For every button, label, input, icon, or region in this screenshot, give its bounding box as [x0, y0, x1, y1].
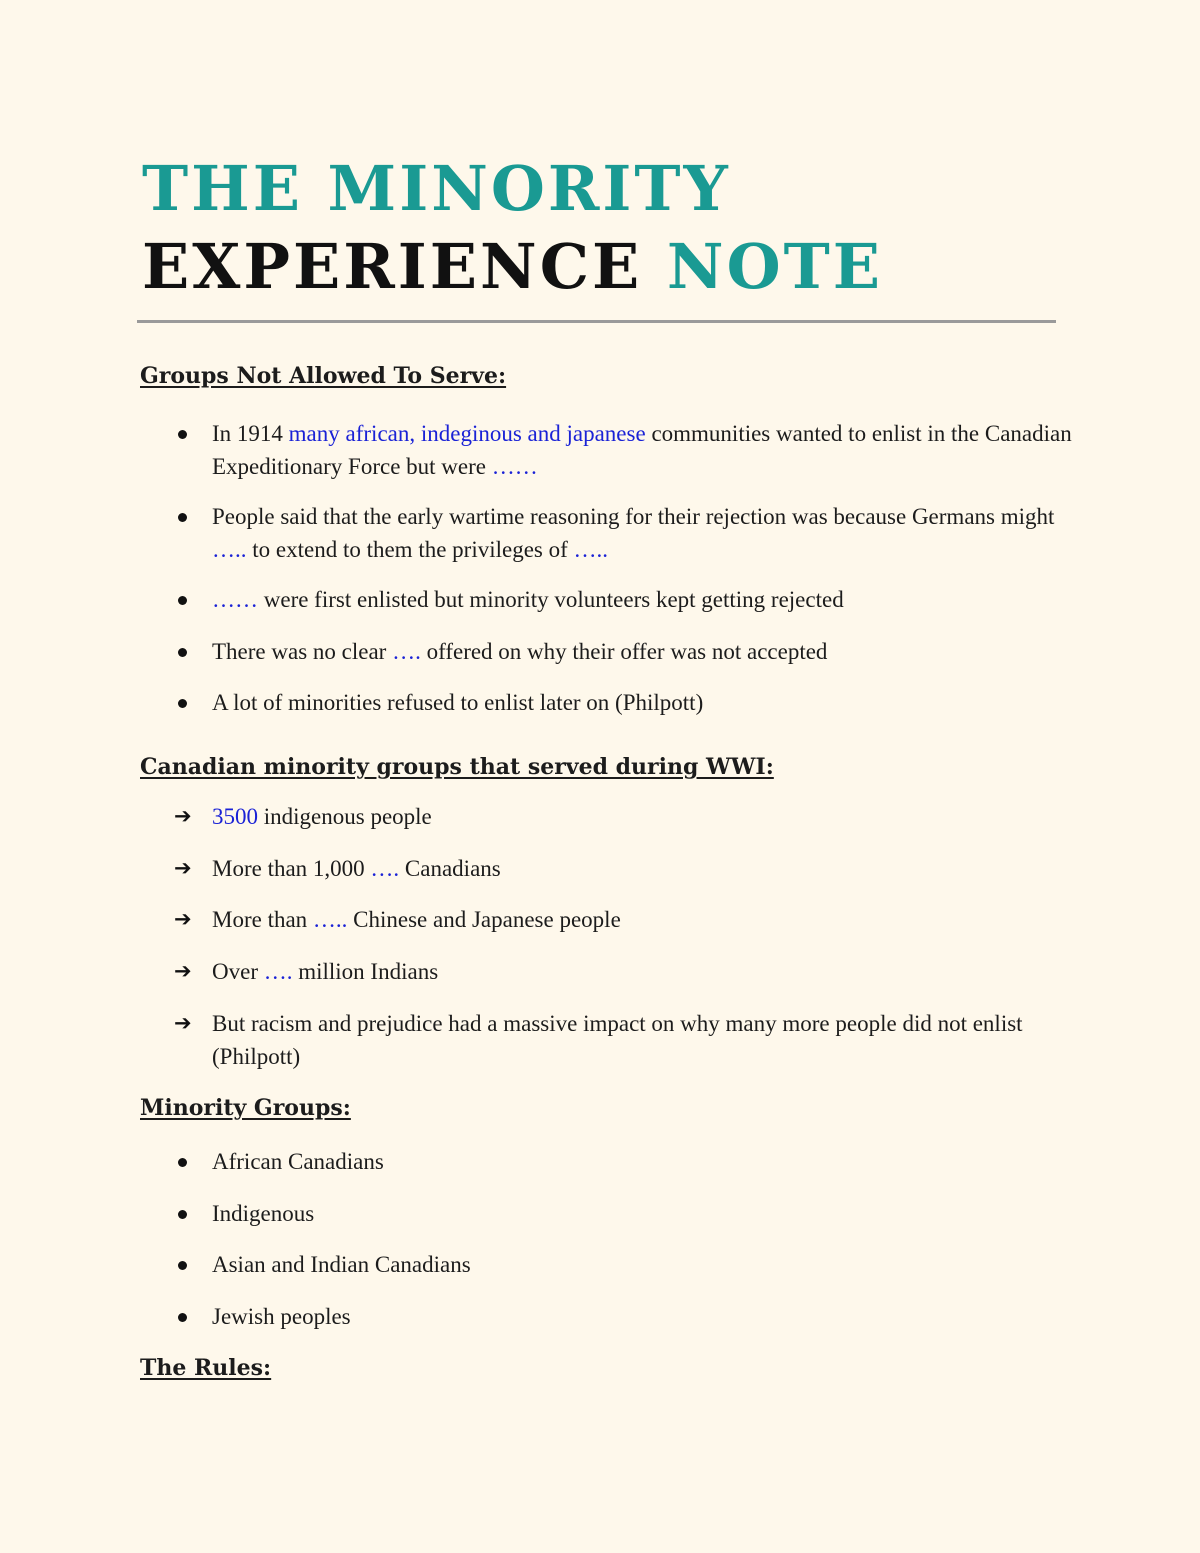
fill-in-blank: …..: [573, 537, 609, 562]
bullet-icon: [178, 1210, 187, 1219]
list-item-rejection-reasoning: People said that the early wartime reasoning for their rejection was because Germans might ….. to extend to them the privileges of …..: [212, 500, 1072, 566]
fill-in-blank: …..: [312, 907, 348, 932]
list-item-indigenous-count: ➔ 3500 indigenous people: [212, 800, 1072, 833]
list-item-no-clear-reason: There was no clear …. offered on why their offer was not accepted: [212, 635, 1072, 668]
bullet-icon: [178, 1261, 187, 1270]
fill-in-blank: ….: [370, 856, 400, 881]
list-item-indians-count: ➔ Over …. million Indians: [212, 955, 1072, 988]
list-item-refused-to-enlist: A lot of minorities refused to enlist later on (Philpott): [212, 686, 1072, 719]
fill-in-blank: ……: [491, 454, 538, 479]
list-item-asian-indian-canadians: Asian and Indian Canadians: [212, 1248, 1072, 1281]
list-item-1914-enlist: In 1914 many african, indeginous and japanese communities wanted to enlist in the Canadian Expeditionary Force but were ……: [212, 417, 1072, 483]
fill-in-blank: …..: [212, 537, 247, 562]
bullet-icon: [178, 513, 187, 522]
title-line-1: THE MINORITY: [142, 152, 731, 225]
list-item-chinese-japanese-count: ➔ More than ….. Chinese and Japanese people: [212, 903, 1072, 936]
bullet-icon: [178, 1158, 187, 1167]
list-item-african-canadians: African Canadians: [212, 1145, 1072, 1178]
bullet-icon: [178, 596, 187, 605]
bullet-icon: [178, 430, 187, 439]
fill-in-blank: ….: [263, 959, 293, 984]
fill-in-answer: 3500: [212, 804, 258, 829]
title-word-experience: EXPERIENCE: [142, 230, 643, 303]
list-item-jewish-peoples: Jewish peoples: [212, 1300, 1072, 1333]
fill-in-blank: ……: [212, 587, 258, 612]
heading-minority-groups: Minority Groups:: [140, 1095, 351, 1121]
fill-in-blank: ….: [392, 639, 421, 664]
title-word-note: NOTE: [666, 230, 883, 303]
bullet-icon: [178, 1313, 187, 1322]
arrow-right-icon: ➔: [174, 804, 192, 828]
bullet-icon: [178, 648, 187, 657]
arrow-right-icon: ➔: [174, 959, 192, 983]
heading-groups-served: Canadian minority groups that served during WWI:: [140, 754, 774, 780]
heading-groups-not-allowed: Groups Not Allowed To Serve:: [140, 363, 507, 389]
list-item-racism-impact: ➔ But racism and prejudice had a massive impact on why many more people did not enlist (Philpott): [212, 1007, 1072, 1073]
title-divider: [137, 320, 1056, 323]
heading-the-rules: The Rules:: [140, 1355, 272, 1381]
page-title: [142, 150, 883, 306]
list-item-indigenous: Indigenous: [212, 1197, 1072, 1230]
arrow-right-icon: ➔: [174, 856, 192, 880]
list-item-canadians-count: ➔ More than 1,000 …. Canadians: [212, 852, 1072, 885]
arrow-right-icon: ➔: [174, 1011, 192, 1035]
list-item-first-enlisted: …… were first enlisted but minority volunteers kept getting rejected: [212, 583, 1072, 616]
bullet-icon: [178, 699, 187, 708]
arrow-right-icon: ➔: [174, 907, 192, 931]
fill-in-answer: many african, indeginous and japanese: [288, 421, 646, 446]
